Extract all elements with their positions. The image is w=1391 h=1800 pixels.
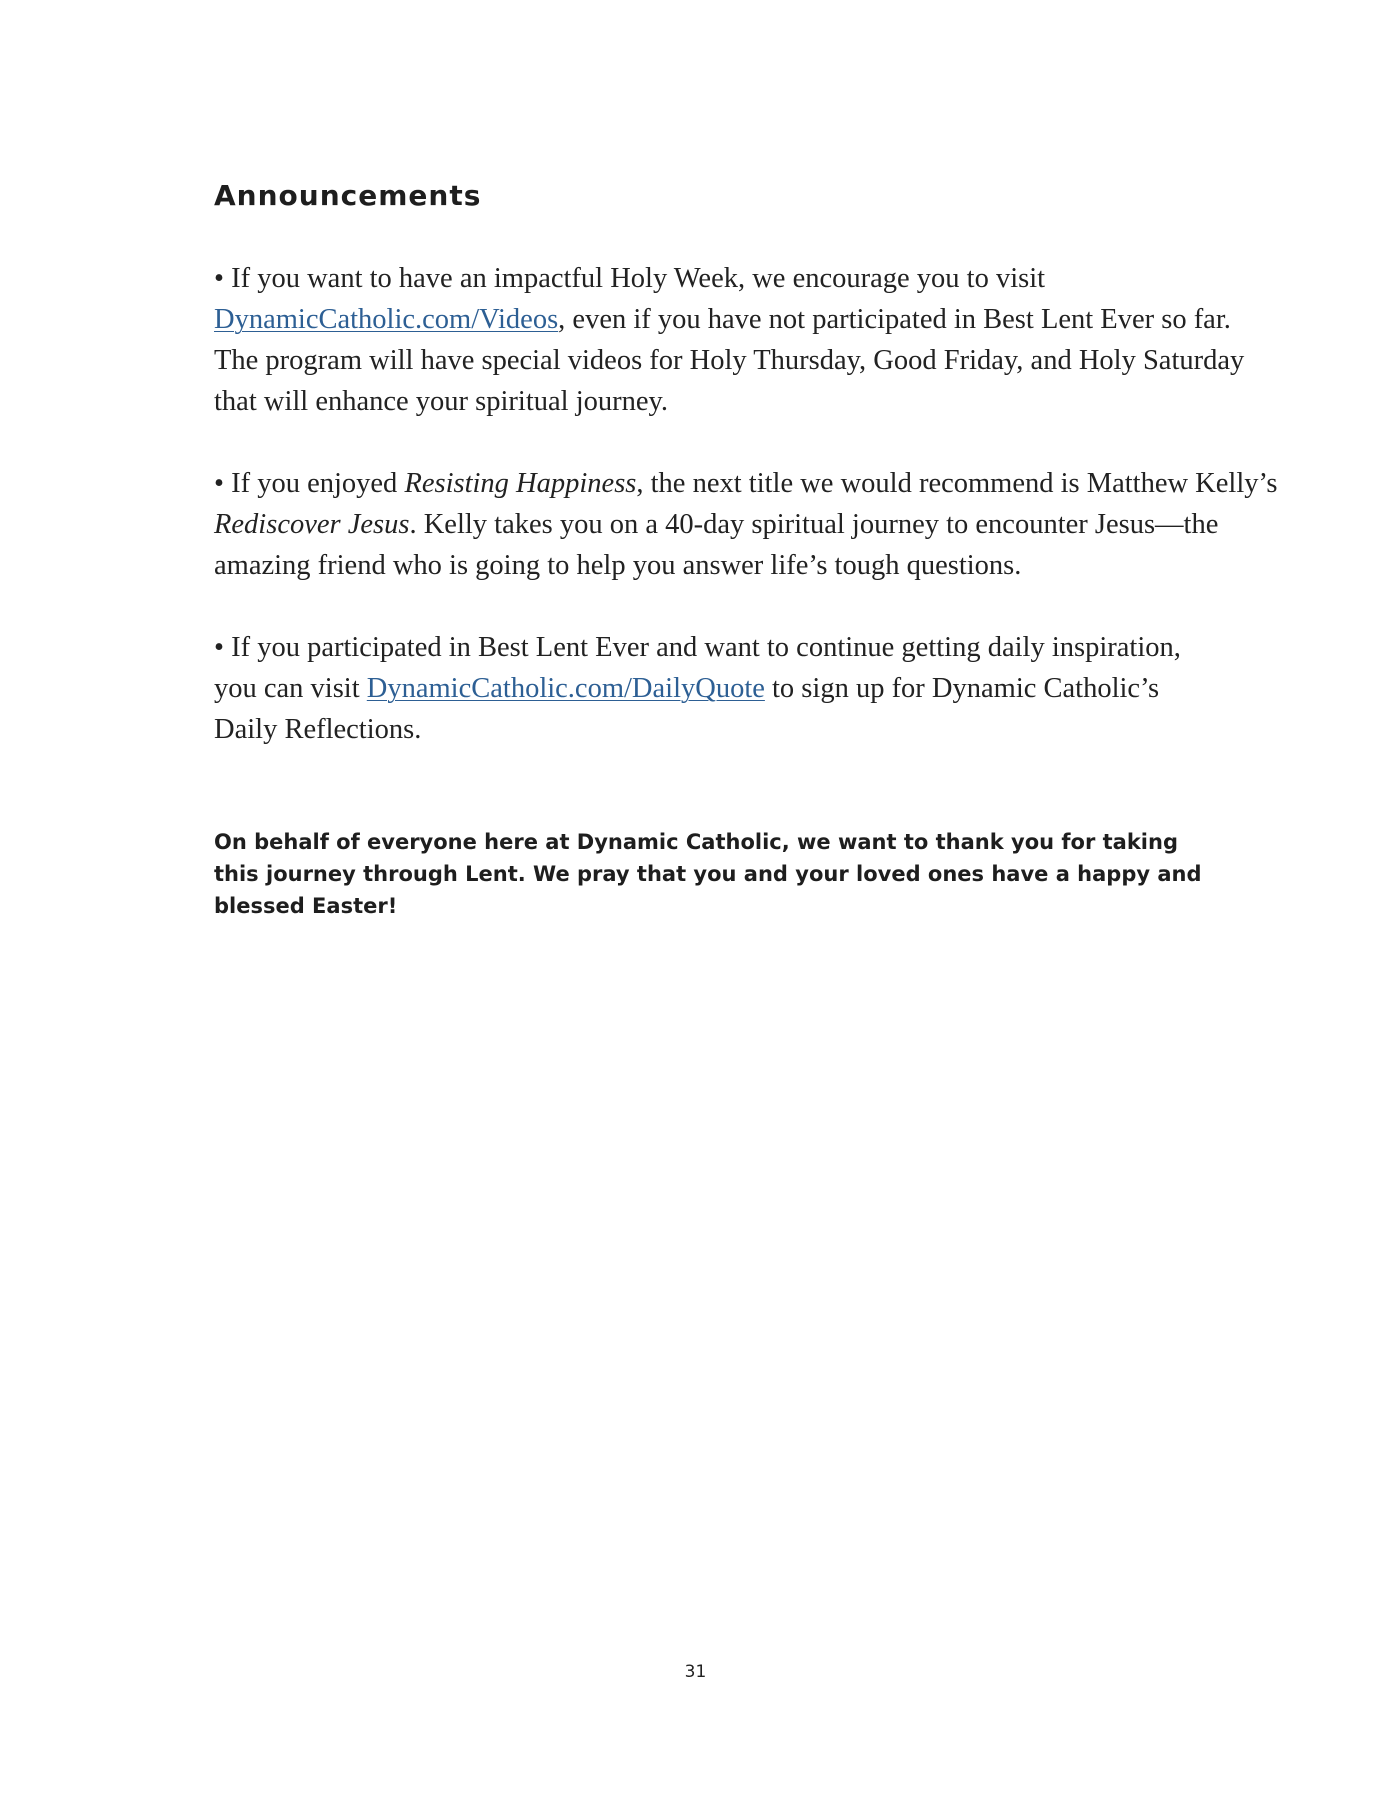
- text-line: [214, 463, 1278, 504]
- text-segment: to sign up for Dynamic Catholic’s: [764, 673, 1160, 704]
- page-content: [214, 176, 1278, 918]
- text-segment: , the next title we would recommend is Matthew Kelly’s: [636, 468, 1278, 499]
- text-line: [214, 504, 1278, 545]
- text-segment: you can visit: [214, 673, 367, 704]
- announcement-book-recommendation: [214, 463, 1278, 586]
- text-line: that will enhance your spiritual journey.: [214, 386, 669, 417]
- text-line: [214, 299, 1244, 340]
- text-line: • If you participated in Best Lent Ever and want to continue getting daily inspiration,: [214, 632, 1181, 663]
- text-segment: . Kelly takes you on a 40-day spiritual journey to encounter Jesus—the: [409, 509, 1219, 540]
- text-line: The program will have special videos for Holy Thursday, Good Friday, and Holy Saturday: [214, 345, 1245, 376]
- book-title-rediscover-jesus: Rediscover Jesus: [214, 509, 410, 540]
- text-line: blessed Easter!: [214, 894, 398, 918]
- text-segment: , even if you have not participated in Best Lent Ever so far.: [558, 304, 1231, 335]
- book-title-resisting-happiness: Resisting Happiness: [404, 468, 637, 499]
- text-line: [214, 668, 1181, 709]
- page-number: 31: [684, 1662, 707, 1682]
- text-line: Daily Reflections.: [214, 714, 422, 745]
- closing-message: [214, 826, 1202, 922]
- announcement-holy-week: [214, 258, 1244, 422]
- section-heading: Announcements: [214, 179, 482, 212]
- text-segment: • If you enjoyed: [214, 468, 405, 499]
- text-line: On behalf of everyone here at Dynamic Catholic, we want to thank you for taking: [214, 830, 1178, 854]
- text-line: amazing friend who is going to help you answer life’s tough questions.: [214, 550, 1022, 581]
- daily-quote-link[interactable]: DynamicCatholic.com/DailyQuote: [366, 673, 765, 704]
- announcement-daily-reflections: [214, 627, 1181, 750]
- text-line: • If you want to have an impactful Holy Week, we encourage you to visit: [214, 263, 1046, 294]
- videos-link[interactable]: DynamicCatholic.com/Videos: [214, 304, 559, 335]
- text-line: this journey through Lent. We pray that you and your loved ones have a happy and: [214, 862, 1202, 886]
